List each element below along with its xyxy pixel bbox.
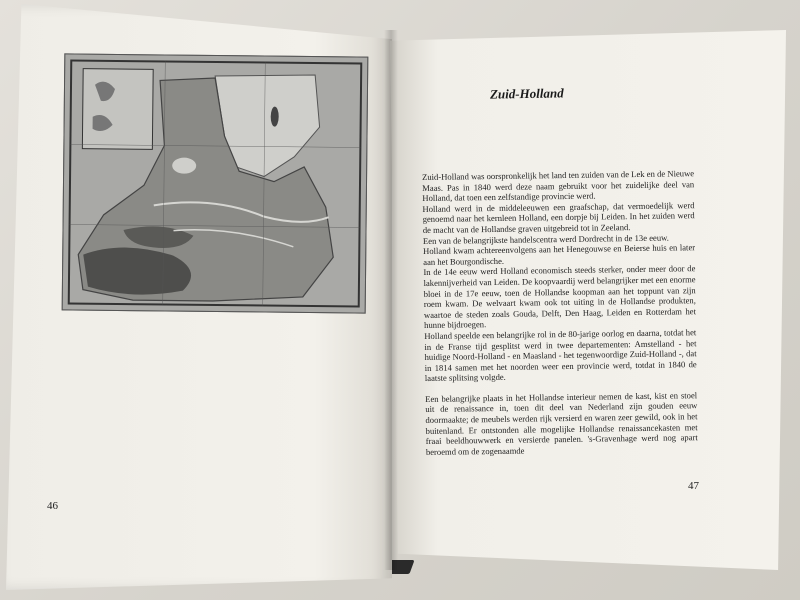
book-gutter (384, 30, 398, 570)
map-image (63, 54, 368, 312)
body-text (422, 168, 698, 457)
paragraph: Zuid-Holland was oorspronkelijk het land ten zuiden van de Lek en de Nieuwe Maas. Pas in 1840 werd deze naam gebruikt voor het zuidelijke deel van Holland, dat toen een zelfstandige provincie werd. (422, 168, 695, 204)
right-page-number: 47 (688, 480, 699, 492)
paragraph: Een belangrijke plaats in het Hollandse interieur nemen de kast, kist en stoel uit de renaissance in, toen dit deel van Nederland zijn gouden eeuw doormaakte; de meubels werden rijk versierd en waren zeer gewild, ook in het buitenland. Er ontstonden alle mogelijke Hollandse renaissancekasten met fraai beeldhouwwerk en versierde panelen. 's-Gravenhage werd nog apart beroemd om de zogenaamde (425, 390, 698, 457)
paragraph: Een van de belangrijkste handelscentra werd Dordrecht in de 13e eeuw. (422, 232, 669, 246)
chapter-title: Zuid-Holland (489, 85, 564, 102)
paragraph: In de 14e eeuw werd Holland economisch steeds sterker, onder meer door de lakennijverheid van Leiden. De koopvaardij werd belangrijker met een enorme bloei in de 17e eeuw, toen de Hollandse koopman aan het toppunt van zijn roem kwam. De welvaart kwam ook tot uiting in de Hollandse produkten, waartoe de steden zoals Gouda, Delft, Den Haag, Leiden en Rotterdam het hunne bijdroegen. (423, 263, 697, 331)
paragraph: Holland kwam achtereenvolgens aan het Henegouwse en Beierse huis en later aan het Bourgondische. (423, 242, 696, 267)
paragraph: Holland speelde een belangrijke rol in de 80-jarige oorlog en daarna, totdat het in de Franse tijd gesplitst werd in twee departementen: Amstelland - het huidige Noord-Holland - en Maasland - het tegenwoordige Zuid-Holland -, dat in 1814 samen met het noorden weer een provincie werd, totdat in 1840 de laatste splitsing volgde. (424, 327, 697, 384)
historic-map-illustration (62, 53, 369, 313)
paragraph: Holland werd in de middeleeuwen een graafschap, dat vermoedelijk werd genoemd naar het kernleen Holland, een dorpje bij Leiden. In het zuiden werd de macht van de Hollandse graven uitgebreid tot in Zeeland. (422, 199, 695, 235)
left-page-number: 46 (47, 500, 58, 512)
